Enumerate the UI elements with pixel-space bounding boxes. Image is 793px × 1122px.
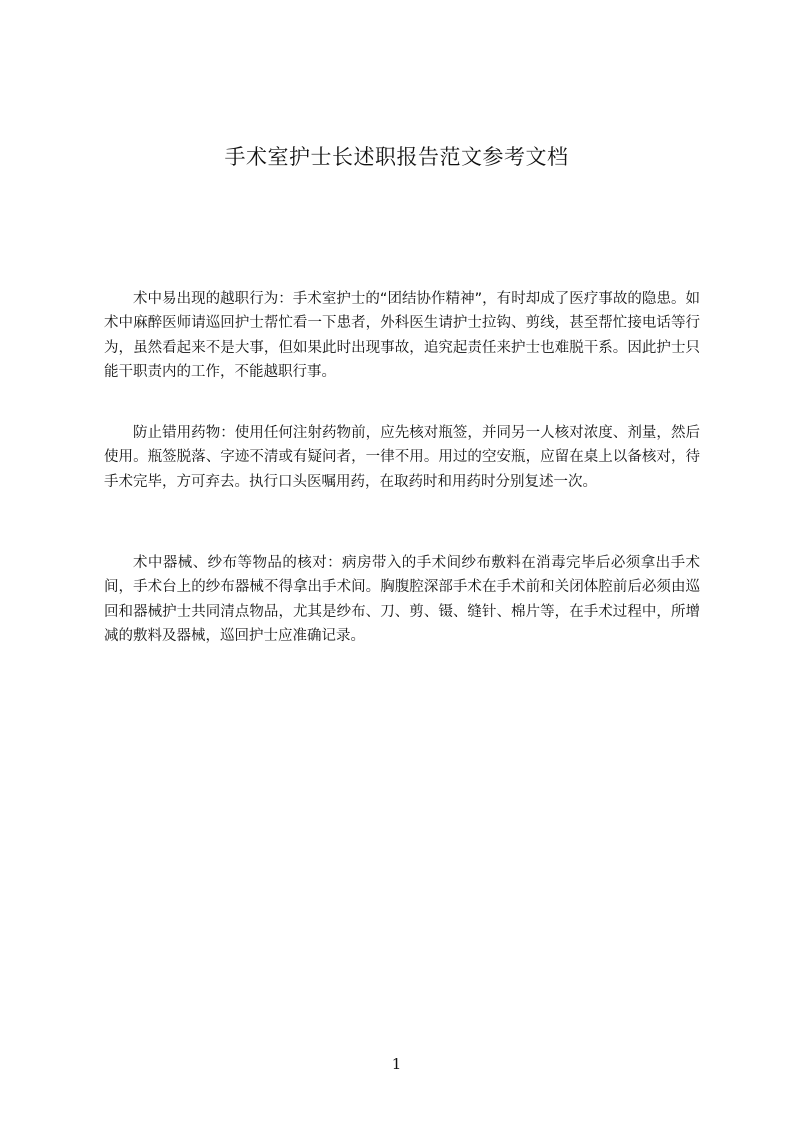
paragraph-intraoperative-overstep: 术中易出现的越职行为：手术室护士的“团结协作精神”，有时却成了医疗事故的隐患。如术中麻醉医师请巡回护士帮忙看一下患者，外科医生请护士拉钩、剪线，甚至帮忙接电话等行为，虽然看起来不是大事，但如果此时出现事故，追究起责任来护士也难脱干系。因此护士只能干职责内的工作，不能越职行事。 (104, 291, 700, 380)
document-title: 手术室护士长述职报告范文参考文档 (224, 145, 569, 169)
page-number: 1 (391, 1055, 402, 1073)
paragraph-medication-error-prevention: 防止错用药物：使用任何注射药物前，应先核对瓶签，并同另一人核对浓度、剂量，然后使用。瓶签脱落、字迹不清或有疑问者，一律不用。用过的空安瓶，应留在桌上以备核对，待手术完毕，方可弃去。执行口头医嘱用药，在取药时和用药时分别复述一次。 (104, 425, 700, 490)
paragraph-instrument-gauze-check: 术中器械、纱布等物品的核对：病房带入的手术间纱布敷料在消毒完毕后必须拿出手术间，手术台上的纱布器械不得拿出手术间。胸腹腔深部手术在手术前和关闭体腔前后必须由巡回和器械护士共同清点物品，尤其是纱布、刀、剪、镊、缝针、棉片等，在手术过程中，所增减的敷料及器械，巡回护士应准确记录。 (104, 555, 700, 644)
